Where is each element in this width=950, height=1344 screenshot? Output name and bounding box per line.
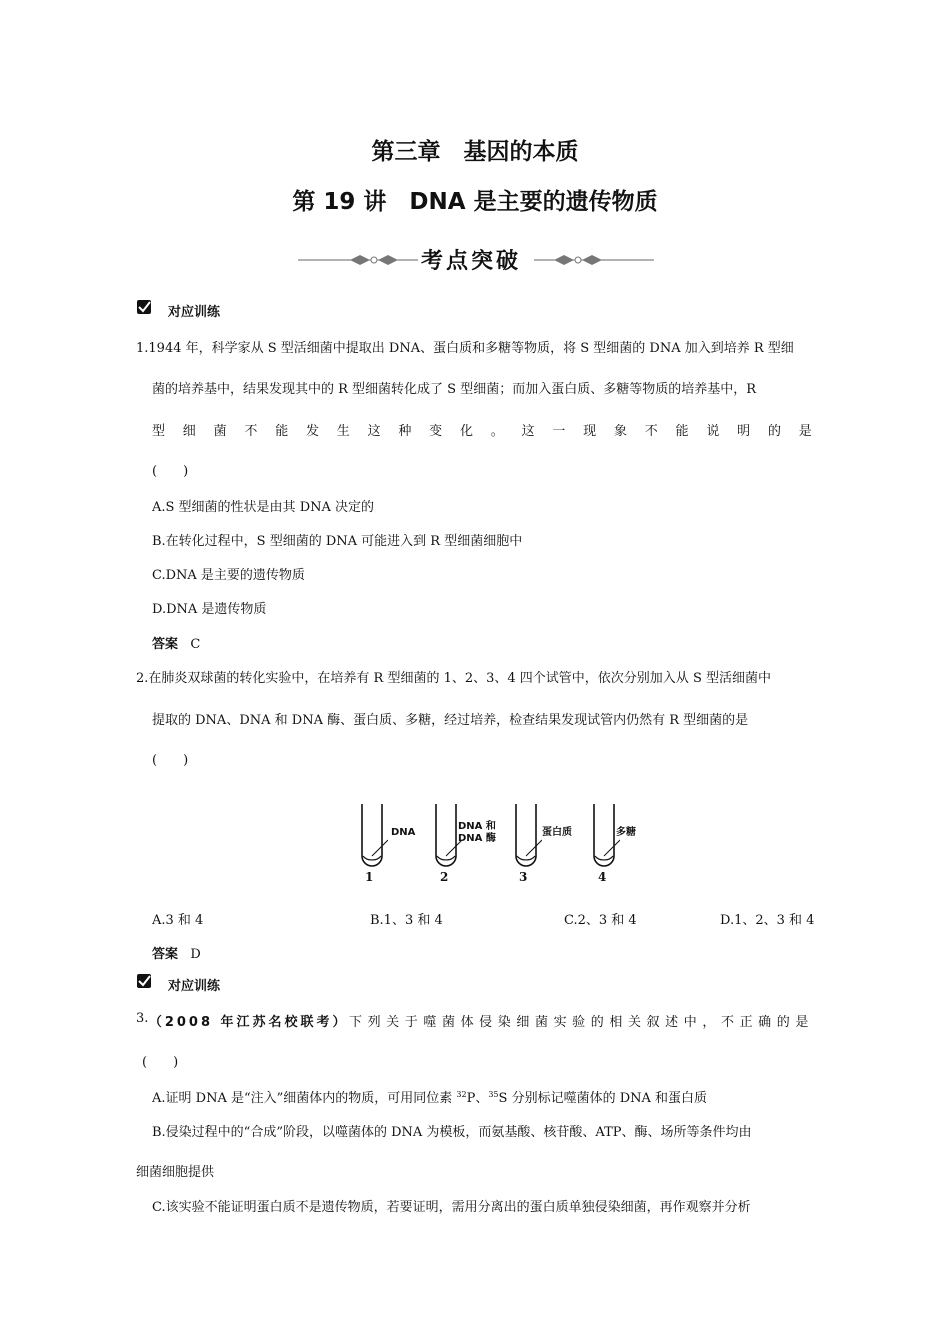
q1-stem-char: 能 [275, 424, 289, 439]
q1-stem-char: 化 [459, 424, 473, 439]
q3-option-c-line1: C.该实验不能证明蛋白质不是遗传物质，若要证明，需用分离出的蛋白质单独侵染细菌，再作观察并分析 [152, 1200, 751, 1215]
lecture-title: 第 19 讲 DNA 是主要的遗传物质 [292, 189, 658, 215]
chapter-title: 第三章 基因的本质 [371, 139, 579, 165]
section-heading: 对应训练 [168, 979, 221, 994]
q1-stem-char: 菌 [213, 424, 227, 439]
tube-4-number: 4 [598, 870, 607, 884]
q1-stem-char: 明 [737, 424, 751, 439]
q1-stem-char: 型 [152, 424, 166, 439]
tube-3-label: 蛋白质 [542, 827, 572, 838]
q3-option-b-line1: B.侵染过程中的“合成”阶段，以噬菌体的 DNA 为模板，而氨基酸、核苷酸、ATP、酶、场所等条件均由 [152, 1125, 752, 1140]
q3-option-a-text-2: P、 [466, 1091, 489, 1106]
q3-option-a-text-1: A.证明 DNA 是“注入”细菌体内的物质，可用同位素 [152, 1091, 457, 1106]
q3-option-a [152, 1087, 707, 1106]
q1-option-b: B.在转化过程中，S 型细菌的 DNA 可能进入到 R 型细菌细胞中 [152, 534, 523, 549]
q1-stem-line1: 1.1944 年，科学家从 S 型活细菌中提取出 DNA、蛋白质和多糖等物质，将 S 型细菌的 DNA 加入到培养 R 型细 [136, 341, 794, 356]
q1-option-a: A.S 型细菌的性状是由其 DNA 决定的 [152, 500, 375, 515]
q1-option-c: C.DNA 是主要的遗传物质 [152, 568, 305, 583]
q1-stem-char: 这 [367, 424, 381, 439]
q1-stem-char: 不 [244, 424, 258, 439]
q2-option-b: B.1、3 和 4 [370, 913, 443, 928]
q2-option-c: C.2、3 和 4 [564, 913, 637, 928]
q1-stem-char: 的 [767, 424, 781, 439]
q1-stem-char: 发 [305, 424, 319, 439]
tube-2-number: 2 [440, 870, 449, 884]
q3-paren: ( ) [142, 1055, 179, 1070]
banner-left-ornament [298, 252, 418, 268]
q3-source: （2008 年江苏名校联考） [148, 1015, 349, 1030]
q1-stem-char: 不 [644, 424, 658, 439]
q1-paren: ( ) [152, 464, 189, 479]
q2-stem-line2: 提取的 DNA、DNA 和 DNA 酶、蛋白质、多糖，经过培养，检查结果发现试管内仍然有 R 型细菌的是 [152, 713, 749, 728]
q1-stem-char: 现 [583, 424, 597, 439]
test-tube-1 [358, 804, 388, 868]
q1-stem-char: 细 [182, 424, 196, 439]
q1-stem-char: 生 [336, 424, 350, 439]
q3-number: 3. [136, 1011, 149, 1026]
section-heading: 对应训练 [168, 305, 221, 320]
q3-stem-line1 [136, 1011, 814, 1030]
q3-option-a-text-3: S 分别标记噬菌体的 DNA 和蛋白质 [498, 1091, 708, 1106]
q2-option-a: A.3 和 4 [152, 913, 204, 928]
q1-stem-char: 这 [521, 424, 535, 439]
tube-1-number: 1 [365, 870, 374, 884]
answer-value: C [190, 637, 201, 652]
tube-2-label-2: DNA 酶 [458, 833, 496, 844]
tube-2-label-1: DNA 和 [458, 821, 496, 832]
tube-4-label: 多糖 [616, 827, 636, 838]
answer-value: D [190, 947, 201, 962]
banner-right-ornament [534, 252, 654, 268]
q3-option-b-line2: 细菌细胞提供 [136, 1165, 215, 1180]
answer-label: 答案 [152, 947, 179, 962]
q1-stem-line2: 菌的培养基中，结果发现其中的 R 型细菌转化成了 S 型细菌；而加入蛋白质、多糖等物质的培养基中，R [152, 382, 757, 397]
check-icon [137, 300, 151, 314]
test-tube-figure [350, 800, 650, 890]
q1-stem-line3 [152, 420, 812, 439]
q1-stem-char: 变 [429, 424, 443, 439]
check-icon [137, 974, 151, 988]
banner-title: 考点突破 [421, 249, 522, 274]
q1-stem-char: 。 [490, 424, 504, 439]
answer-label: 答案 [152, 637, 179, 652]
q2-stem-line1: 2.在肺炎双球菌的转化实验中，在培养有 R 型细菌的 1、2、3、4 四个试管中，依次分别加入从 S 型活细菌中 [136, 671, 771, 686]
q1-option-d: D.DNA 是遗传物质 [152, 602, 267, 617]
q2-paren: ( ) [152, 753, 189, 768]
tube-1-label: DNA [391, 827, 416, 838]
q1-stem-char: 说 [706, 424, 720, 439]
test-tube-3 [512, 804, 542, 868]
isotope-32-sup: 32 [456, 1090, 467, 1099]
q2-option-d: D.1、2、3 和 4 [720, 913, 815, 928]
q1-answer [152, 633, 200, 652]
isotope-35-sup: 35 [488, 1090, 499, 1099]
q1-stem-char: 一 [552, 424, 566, 439]
q1-stem-char: 种 [398, 424, 412, 439]
q1-stem-char: 象 [613, 424, 627, 439]
q1-stem-char: 能 [675, 424, 689, 439]
q2-answer [152, 943, 201, 962]
q1-stem-char: 是 [798, 424, 812, 439]
tube-3-number: 3 [519, 870, 528, 884]
q3-stem: 下列关于噬菌体侵染细菌实验的相关叙述中，不正确的是 [348, 1015, 814, 1030]
